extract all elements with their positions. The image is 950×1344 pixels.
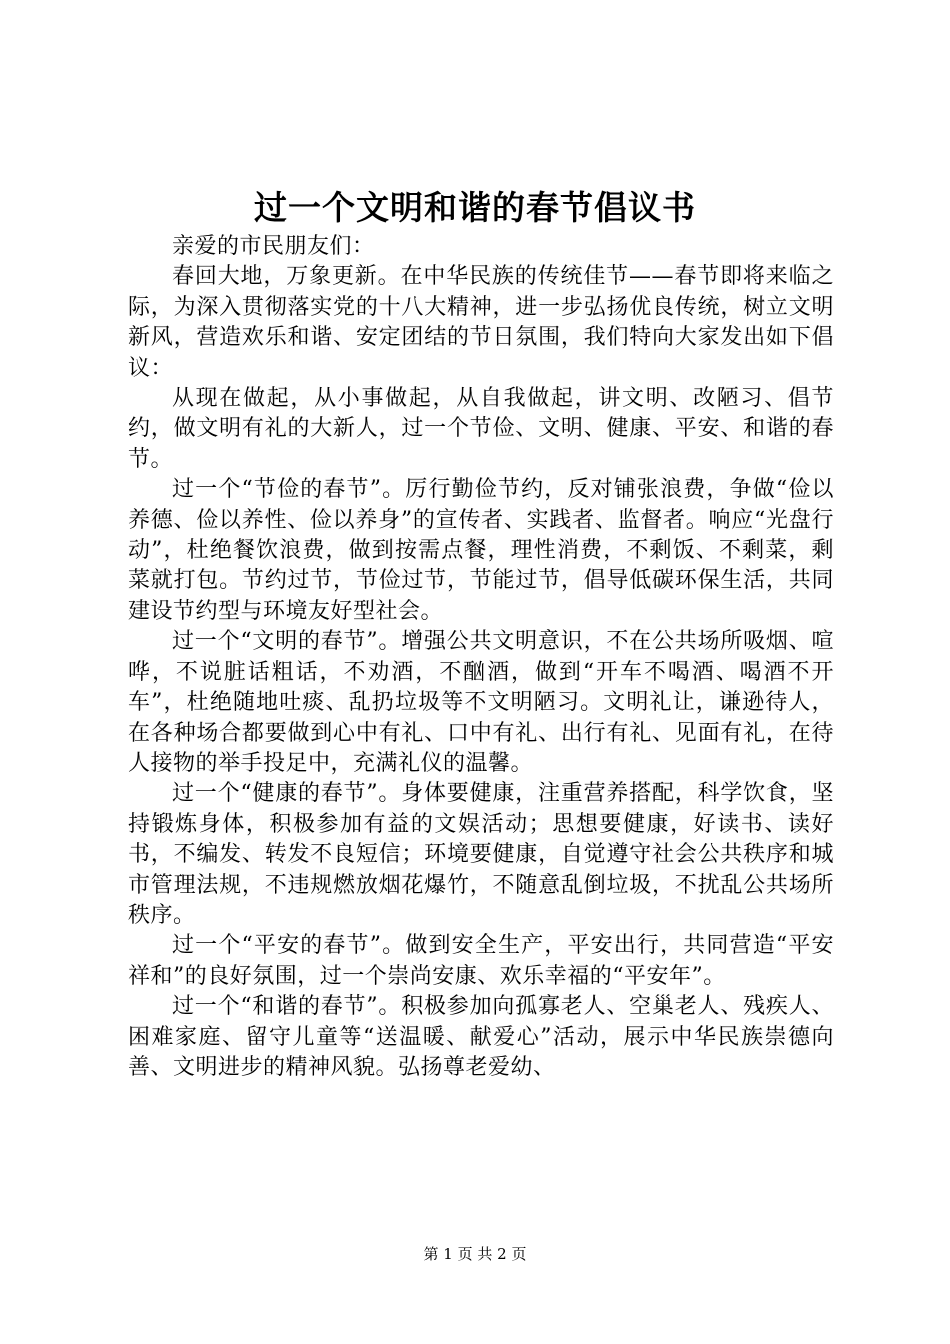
document-title: 过一个文明和谐的春节倡议书	[254, 188, 696, 227]
paragraph-intro: 春回大地，万象更新。在中华民族的传统佳节——春节即将来临之际，为深入贯彻落实党的十八大精神，进一步弘扬优良传统，树立文明新风，营造欢乐和谐、安定团结的节日氛围，我们特向大家发出如下倡议：	[128, 264, 834, 381]
salutation: 亲爱的市民朋友们：	[172, 234, 375, 259]
document-body	[128, 232, 834, 1083]
paragraph-harmonious: 过一个“和谐的春节”。积极参加向孤寡老人、空巢老人、残疾人、困难家庭、留守儿童等“送温暖、献爱心”活动，展示中华民族崇德向善、文明进步的精神风貌。弘扬尊老爱幼、	[128, 994, 834, 1080]
paragraph-frugal: 过一个“节俭的春节”。厉行勤俭节约，反对铺张浪费，争做“俭以养德、俭以养性、俭以养身”的宣传者、实践者、监督者。响应“光盘行动”，杜绝餐饮浪费，做到按需点餐，理性消费，不剩饭、不剩菜，剩菜就打包。节约过节，节俭过节，节能过节，倡导低碳环保生活，共同建设节约型与环境友好型社会。	[128, 477, 834, 624]
paragraph-safe: 过一个“平安的春节”。做到安全生产，平安出行，共同营造“平安祥和”的良好氛围，过一个崇尚安康、欢乐幸福的“平安年”。	[128, 933, 834, 989]
paragraph-civilized: 过一个“文明的春节”。增强公共文明意识，不在公共场所吸烟、喧哗，不说脏话粗话，不劝酒，不酗酒，做到“开车不喝酒、喝酒不开车”，杜绝随地吐痰、乱扔垃圾等不文明陋习。文明礼让，谦逊待人，在各种场合都要做到心中有礼、口中有礼、出行有礼、见面有礼，在待人接物的举手投足中，充满礼仪的温馨。	[128, 629, 834, 776]
paragraph-healthy: 过一个“健康的春节”。身体要健康，注重营养搭配，科学饮食，坚持锻炼身体，积极参加有益的文娱活动；思想要健康，好读书、读好书，不编发、转发不良短信；环境要健康，自觉遵守社会公共秩序和城市管理法规，不违规燃放烟花爆竹，不随意乱倒垃圾，不扰乱公共场所秩序。	[128, 781, 834, 928]
paragraph-overview: 从现在做起，从小事做起，从自我做起，讲文明、改陋习、倡节约，做文明有礼的大新人，过一个节俭、文明、健康、平安、和谐的春节。	[128, 386, 834, 472]
page-number-footer: 第 1 页 共 2 页	[423, 1245, 527, 1263]
